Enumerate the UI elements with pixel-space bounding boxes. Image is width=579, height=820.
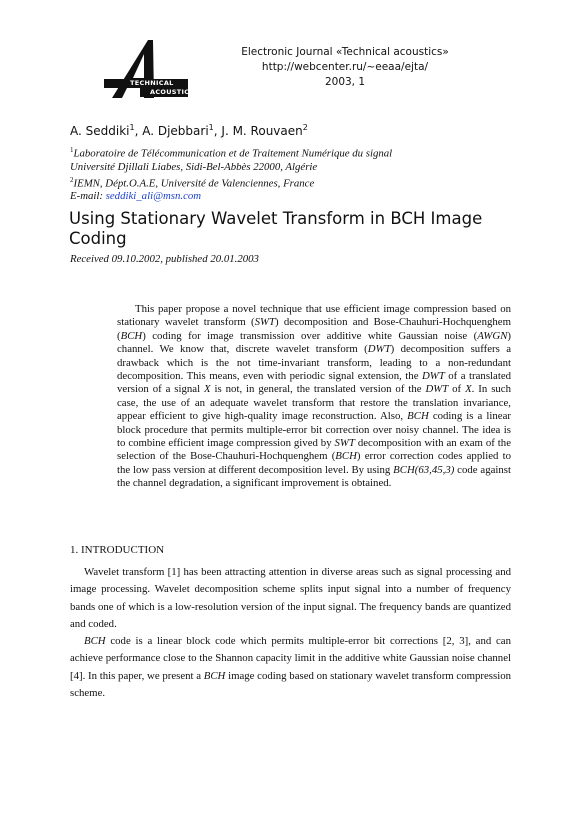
journal-header <box>225 45 465 90</box>
paragraph: BCH code is a linear block code which permits multiple-error bit corrections [2, 3], and can achieve performance close to the Shannon capacity limit in the additive white Gaussian noise channel [4]. In this paper, we present a BCH image coding based on stationary wavelet transform compression scheme. <box>70 635 511 700</box>
author-separator: , <box>134 124 143 138</box>
journal-url: http://webcenter.ru/~eeaa/ejta/ <box>261 61 429 73</box>
logo-text-acoustics: ACOUSTICS <box>150 88 195 96</box>
affiliation-line: $^1$Laboratoire de Télécommunication et de Traitement Numérique du signal <box>70 146 393 160</box>
email-label: E-mail: <box>70 190 106 203</box>
affiliation-sup: 1 <box>70 146 74 154</box>
journal-issue: 2003, 1 <box>324 76 366 88</box>
journal-logo <box>100 38 200 100</box>
journal-name: Electronic Journal «Technical acoustics» <box>241 46 449 58</box>
author-name: A. Djebbari <box>142 124 209 138</box>
email-link[interactable]: seddiki_ali@msn.com <box>105 190 202 203</box>
email-line <box>70 190 392 203</box>
abstract: This paper propose a novel technique that use efficient image compression based on stationary wavelet transform (SWT) decomposition and Bose-Chauhuri-Hochquenghem (BCH) coding for image transmission over additive white Gaussian noise (AWGN) channel. We know that, discrete wavelet transform (DWT) decomposition suffers a drawback which is the not time-invariant transform, leading to a non-redundant decomposition. This means, even with periodic signal extension, the DWT of a translated version of a signal X is not, in general, the translated version of the DWT of X. In such case, the use of an adequate wavelet transform that restore the translation invariance, appear efficient to give high-quality image reconstruction. Also, BCH coding is a linear block procedure that permits multiple-error bit correction over noisy channel. The idea is to combine efficient image compression gived by SWT decomposition with an exam of the selection of the Bose-Chauhuri-Hochquenghem (BCH) error correction codes applied to the low pass version at different decomposition level. By using BCH(63,45,3) code against the channel degradation, a significant improvement is obtained. <box>117 303 512 490</box>
author-sup: 2 <box>302 123 308 132</box>
author-name: J. M. Rouvaen <box>221 124 303 138</box>
paragraph: Wavelet transform [1] has been attracting attention in diverse areas such as signal processing and image processing. Wavelet decomposition scheme splits input signal into a number of frequency bands one of which is a low-resolution version of the input signal. The frequency bands are quantized and coded. <box>70 566 511 630</box>
section-heading-introduction: 1. INTRODUCTION <box>70 544 165 556</box>
author-sup: 1 <box>208 123 214 132</box>
affiliation-line: Université Djillali Liabes, Sidi-Bel-Abbès 22000, Algérie <box>70 160 318 173</box>
logo-text-technical: TECHNICAL <box>130 79 174 87</box>
introduction-body <box>70 564 511 702</box>
author-name: A. Seddiki <box>70 124 130 138</box>
affiliation-line: $^2$IEMN, Dépt.O.A.E, Université de Valenciennes, France <box>70 175 315 190</box>
affiliation-sup: 2 <box>70 175 74 184</box>
paper-title: Using Stationary Wavelet Transform in BCH Image Coding <box>69 209 483 248</box>
author-separator: , <box>213 124 222 138</box>
author-sup: 1 <box>129 123 135 132</box>
affiliations <box>70 144 392 203</box>
received-date: Received 09.10.2002, published 20.01.2003 <box>70 253 259 265</box>
author-list <box>70 123 308 138</box>
